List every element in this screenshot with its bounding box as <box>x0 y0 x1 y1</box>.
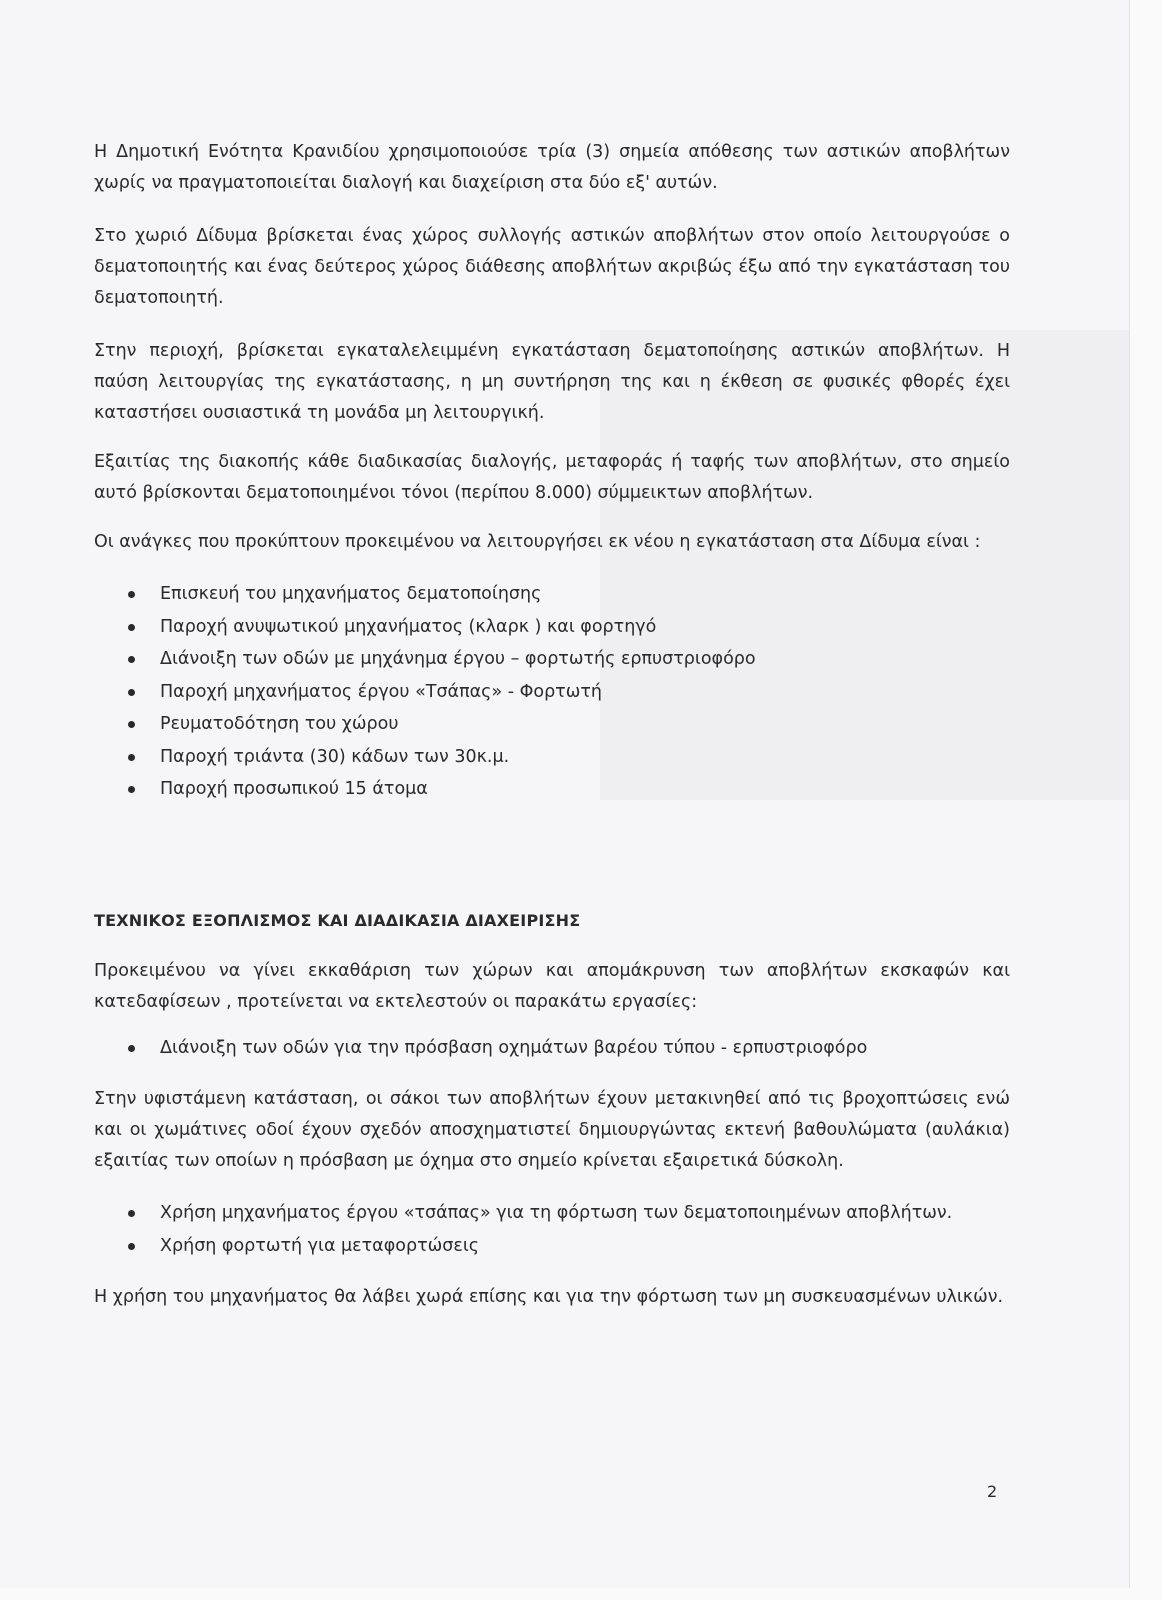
list-item: Χρήση φορτωτή για μεταφορτώσεις <box>94 1230 1010 1263</box>
paragraph-machine-use: Η χρήση του μηχανήματος θα λάβει χωρά επίσης και για την φόρτωση των μη συσκευασμένων υλικών. <box>94 1287 1004 1307</box>
list-item: Ρευματοδότηση του χώρου <box>94 708 1010 741</box>
list-item: Παροχή τριάντα (30) κάδων των 30κ.μ. <box>94 741 1010 774</box>
list-item: Παροχή ανυψωτικού μηχανήματος (κλαρκ ) και φορτηγό <box>94 611 1010 644</box>
paragraph-area: Στην περιοχή, βρίσκεται εγκαταλελειμμένη εγκατάσταση δεματοποίησης αστικών αποβλήτων. Η παύση λειτουργίας της εγκατάστασης, η μη συντήρηση της και η έκθεση σε φυσικές φθορές έχει καταστήσει ουσιαστικά τη μονάδα μη λειτουργική. <box>94 341 1010 423</box>
list-item: Διάνοιξη των οδών με μηχάνημα έργου – φορτωτής ερπυστριοφόρο <box>94 643 1010 676</box>
list-item: Διάνοιξη των οδών για την πρόσβαση οχημάτων βαρέου τύπου - ερπυστριοφόρο <box>94 1032 1010 1065</box>
use-list <box>94 1197 1010 1262</box>
paragraph-needs: Οι ανάγκες που προκύπτουν προκειμένου να λειτουργήσει εκ νέου η εγκατάσταση στα Δίδυμα είναι : <box>94 532 981 552</box>
paragraph-to-clear: Προκειμένου να γίνει εκκαθάριση των χώρων και απομάκρυνση των αποβλήτων εκσκαφών και κατεδαφίσεων , προτείνεται να εκτελεστούν οι παρακάτω εργασίες: <box>94 960 1010 1012</box>
paragraph-intro: Η Δημοτική Ενότητα Κρανιδίου χρησιμοποιούσε τρία (3) σημεία απόθεσης των αστικών αποβλήτων χωρίς να πραγματοποιείται διαλογή και διαχείριση στα δύο εξ' αυτών. <box>94 142 1010 193</box>
list-item: Παροχή προσωπικού 15 άτομα <box>94 773 1010 806</box>
road-list <box>94 1032 1010 1065</box>
page-edge-right <box>1130 0 1162 1600</box>
paragraph-because: Εξαιτίας της διακοπής κάθε διαδικασίας διαλογής, μεταφοράς ή ταφής των αποβλήτων, στο σημείο αυτό βρίσκονται δεματοποιημένοι τόνοι (περίπου 8.000) σύμμεικτων αποβλήτων. <box>94 452 1010 503</box>
list-item: Επισκευή του μηχανήματος δεματοποίησης <box>94 578 1010 611</box>
list-item: Παροχή μηχανήματος έργου «Τσάπας» - Φορτωτή <box>94 676 1010 709</box>
paragraph-state: Στην υφιστάμενη κατάσταση, οι σάκοι των αποβλήτων έχουν μετακινηθεί από τις βροχοπτώσεις ενώ και οι χωμάτινες οδοί έχουν σχεδόν αποσχηματιστεί δημιουργώντας εκτενή βαθουλώματα (αυλάκια) εξαιτίας των οποίων η πρόσβαση με όχημα στο σημείο κρίνεται εξαιρετικά δύσκολη. <box>94 1089 1010 1171</box>
section-heading: ΤΕΧΝΙΚΟΣ ΕΞΟΠΛΙΣΜΟΣ ΚΑΙ ΔΙΑΔΙΚΑΣΙΑ ΔΙΑΧΕΙΡΙΣΗΣ <box>94 910 581 930</box>
document-body <box>94 137 1010 1313</box>
page-number: 2 <box>987 1482 998 1501</box>
paragraph-didyma: Στο χωριό Δίδυμα βρίσκεται ένας χώρος συλλογής αστικών αποβλήτων στον οποίο λειτουργούσε ο δεματοποιητής και ένας δεύτερος χώρος διάθεσης αποβλήτων ακριβώς έξω από την εγκατάσταση του δεματοποιητή. <box>94 226 1010 308</box>
list-item: Χρήση μηχανήματος έργου «τσάπας» για τη φόρτωση των δεματοποιημένων αποβλήτων. <box>94 1197 1010 1230</box>
needs-list <box>94 578 1010 806</box>
page-edge-bottom <box>0 1588 1162 1600</box>
